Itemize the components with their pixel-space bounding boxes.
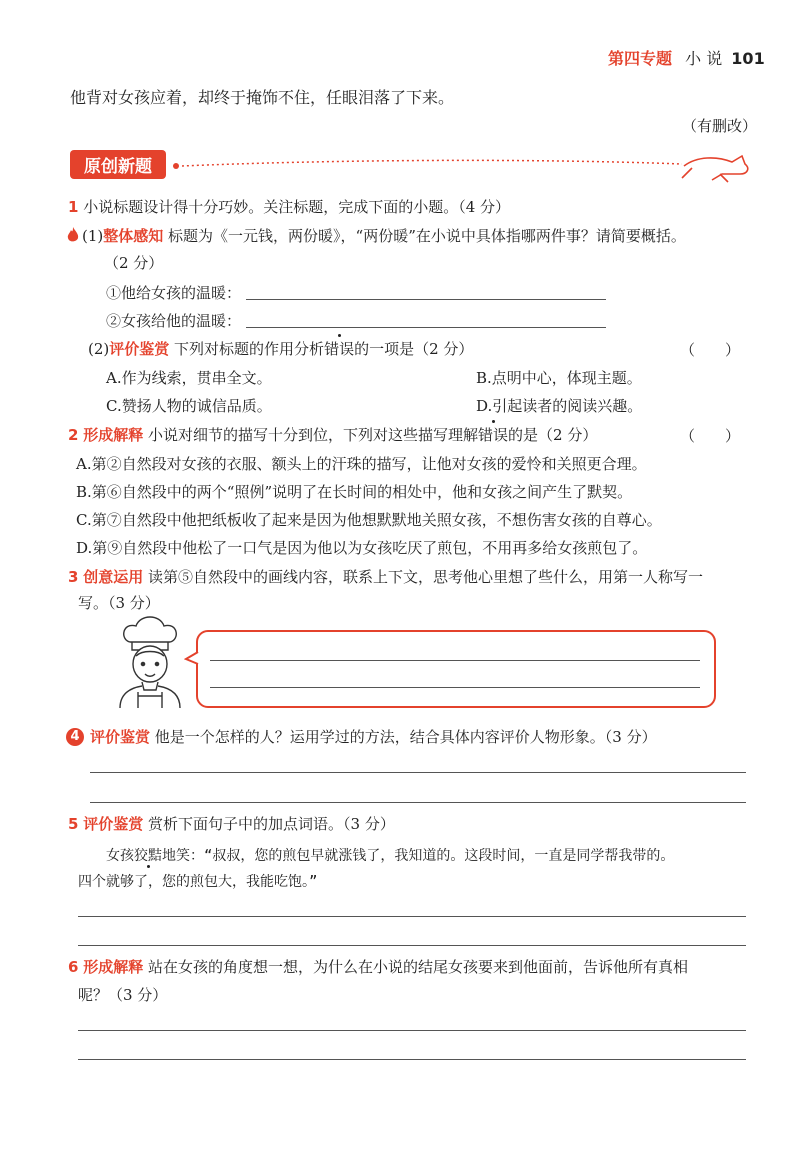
story-last-line: 他背对女孩应着，却终于掩饰不住，任眼泪落了下来。 [70, 88, 455, 107]
question-5 [68, 814, 395, 834]
question-1 [68, 197, 510, 217]
emphasis-word: 狡黠 [134, 848, 162, 864]
q1-sub2 [88, 339, 473, 359]
sub-text: 标题为《一元钱，两份暖》，“两份暖”在小说中具体指哪两件事？请简要概括。 [168, 227, 686, 245]
page-header [608, 46, 765, 69]
skill-tag: 评价鉴赏 [90, 728, 151, 746]
edit-note: （有删改） [682, 117, 758, 135]
option-b: B.第⑥自然段中的两个“照例”说明了在长时间的相处中，他和女孩之间产生了默契。 [76, 483, 633, 501]
question-number: 3 [68, 568, 79, 586]
question-text: 赏析下面句子中的加点词语。（3 分） [148, 815, 395, 833]
skill-tag: 创意运用 [83, 568, 144, 586]
skill-tag: 评价鉴赏 [83, 815, 144, 833]
chef-illustration [110, 612, 190, 708]
answer-paren[interactable]: （ ） [680, 427, 741, 445]
quote-text-b: 地笑：“叔叔，您的煎包早就涨钱了，我知道的。这段时间，一直是同学帮我带的。 [162, 848, 675, 864]
skill-tag: 整体感知 [103, 227, 164, 245]
option-d: D.第⑨自然段中他松了一口气是因为他以为女孩吃厌了煎包，不用再多给女孩煎包了。 [76, 539, 648, 557]
blank-label-2: ②女孩给他的温暖： [106, 312, 242, 330]
sub-number: (2) [88, 340, 110, 358]
question-number: 6 [68, 958, 79, 976]
sub-text-a: 下列对标题的作用分析 [174, 340, 325, 358]
question-number: 1 [68, 198, 79, 216]
question-number: 2 [68, 426, 79, 444]
question-text-a: 小说对细节的描写十分到位，下列对这些描写理解 [148, 426, 479, 444]
sub-number: (1) [82, 227, 104, 245]
option-a: A.作为线索，贯串全文。 [106, 369, 272, 387]
speech-bubble-tail [184, 650, 200, 666]
question-number: 4 [70, 729, 80, 744]
quote-line-2: 四个就够了，您的煎包大，我能吃饱。” [78, 874, 318, 890]
fire-icon [66, 226, 80, 244]
section-label: 第四专题 [608, 49, 673, 68]
page-number: 101 [731, 49, 765, 68]
skill-tag: 形成解释 [83, 958, 144, 976]
skill-tag: 评价鉴赏 [109, 340, 170, 358]
option-d: D.引起读者的阅读兴趣。 [476, 397, 643, 415]
answer-line[interactable] [78, 1059, 746, 1060]
question-4-badge [66, 728, 84, 746]
question-text: 读第⑤自然段中的画线内容，联系上下文，思考他心里想了些什么，用第一人称写一 [148, 568, 704, 586]
answer-line[interactable] [90, 802, 746, 803]
option-c: C.第⑦自然段中他把纸板收了起来是因为他想默默地关照女孩，不想伤害女孩的自尊心。 [76, 511, 662, 529]
question-text: 小说标题设计得十分巧妙。关注标题，完成下面的小题。（4 分） [83, 198, 511, 216]
question-3 [68, 567, 703, 587]
blank-label-1: ①他给女孩的温暖： [106, 284, 242, 302]
answer-line[interactable] [78, 916, 746, 917]
q1-sub1 [82, 226, 686, 246]
sub-text-b: 的一项是（2 分） [354, 340, 474, 358]
question-text: 站在女孩的角度想一想，为什么在小说的结尾女孩要来到他面前，告诉他所有真相 [148, 958, 689, 976]
speech-bubble [196, 630, 716, 708]
emphasis-word: 错误 [478, 426, 509, 444]
question-number: 5 [68, 815, 79, 833]
answer-line[interactable] [246, 327, 606, 328]
answer-line[interactable] [78, 945, 746, 946]
question-2 [68, 425, 597, 445]
question-6 [68, 957, 688, 977]
answer-line[interactable] [246, 299, 606, 300]
question-3-cont: 写。（3 分） [78, 594, 160, 612]
section-banner [70, 150, 166, 179]
quote-line-1 [106, 846, 674, 866]
quote-text-a: 女孩 [106, 848, 134, 864]
answer-line[interactable] [90, 772, 746, 773]
question-text: 他是一个怎样的人？运用学过的方法，结合具体内容评价人物形象。（3 分） [154, 728, 657, 746]
emphasis-word: 错误 [324, 340, 355, 358]
topic-label: 小 说 [685, 49, 723, 68]
question-6-cont: 呢？（3 分） [78, 986, 168, 1004]
answer-line[interactable] [210, 687, 700, 688]
q1-sub1-score: （2 分） [104, 254, 164, 272]
answer-paren[interactable]: （ ） [680, 341, 741, 359]
answer-line[interactable] [78, 1030, 746, 1031]
question-4 [90, 727, 657, 747]
skill-tag: 形成解释 [83, 426, 144, 444]
banner-dotted-line [172, 150, 757, 190]
option-a: A.第②自然段对女孩的衣服、额头上的汗珠的描写，让他对女孩的爱怜和关照更合理。 [76, 455, 647, 473]
option-b: B.点明中心，体现主题。 [476, 369, 642, 387]
answer-line[interactable] [210, 660, 700, 661]
running-cat-icon [682, 156, 748, 182]
option-c: C.赞扬人物的诚信品质。 [106, 397, 272, 415]
banner-title: 原创新题 [70, 150, 166, 179]
question-text-b: 的是（2 分） [508, 426, 598, 444]
